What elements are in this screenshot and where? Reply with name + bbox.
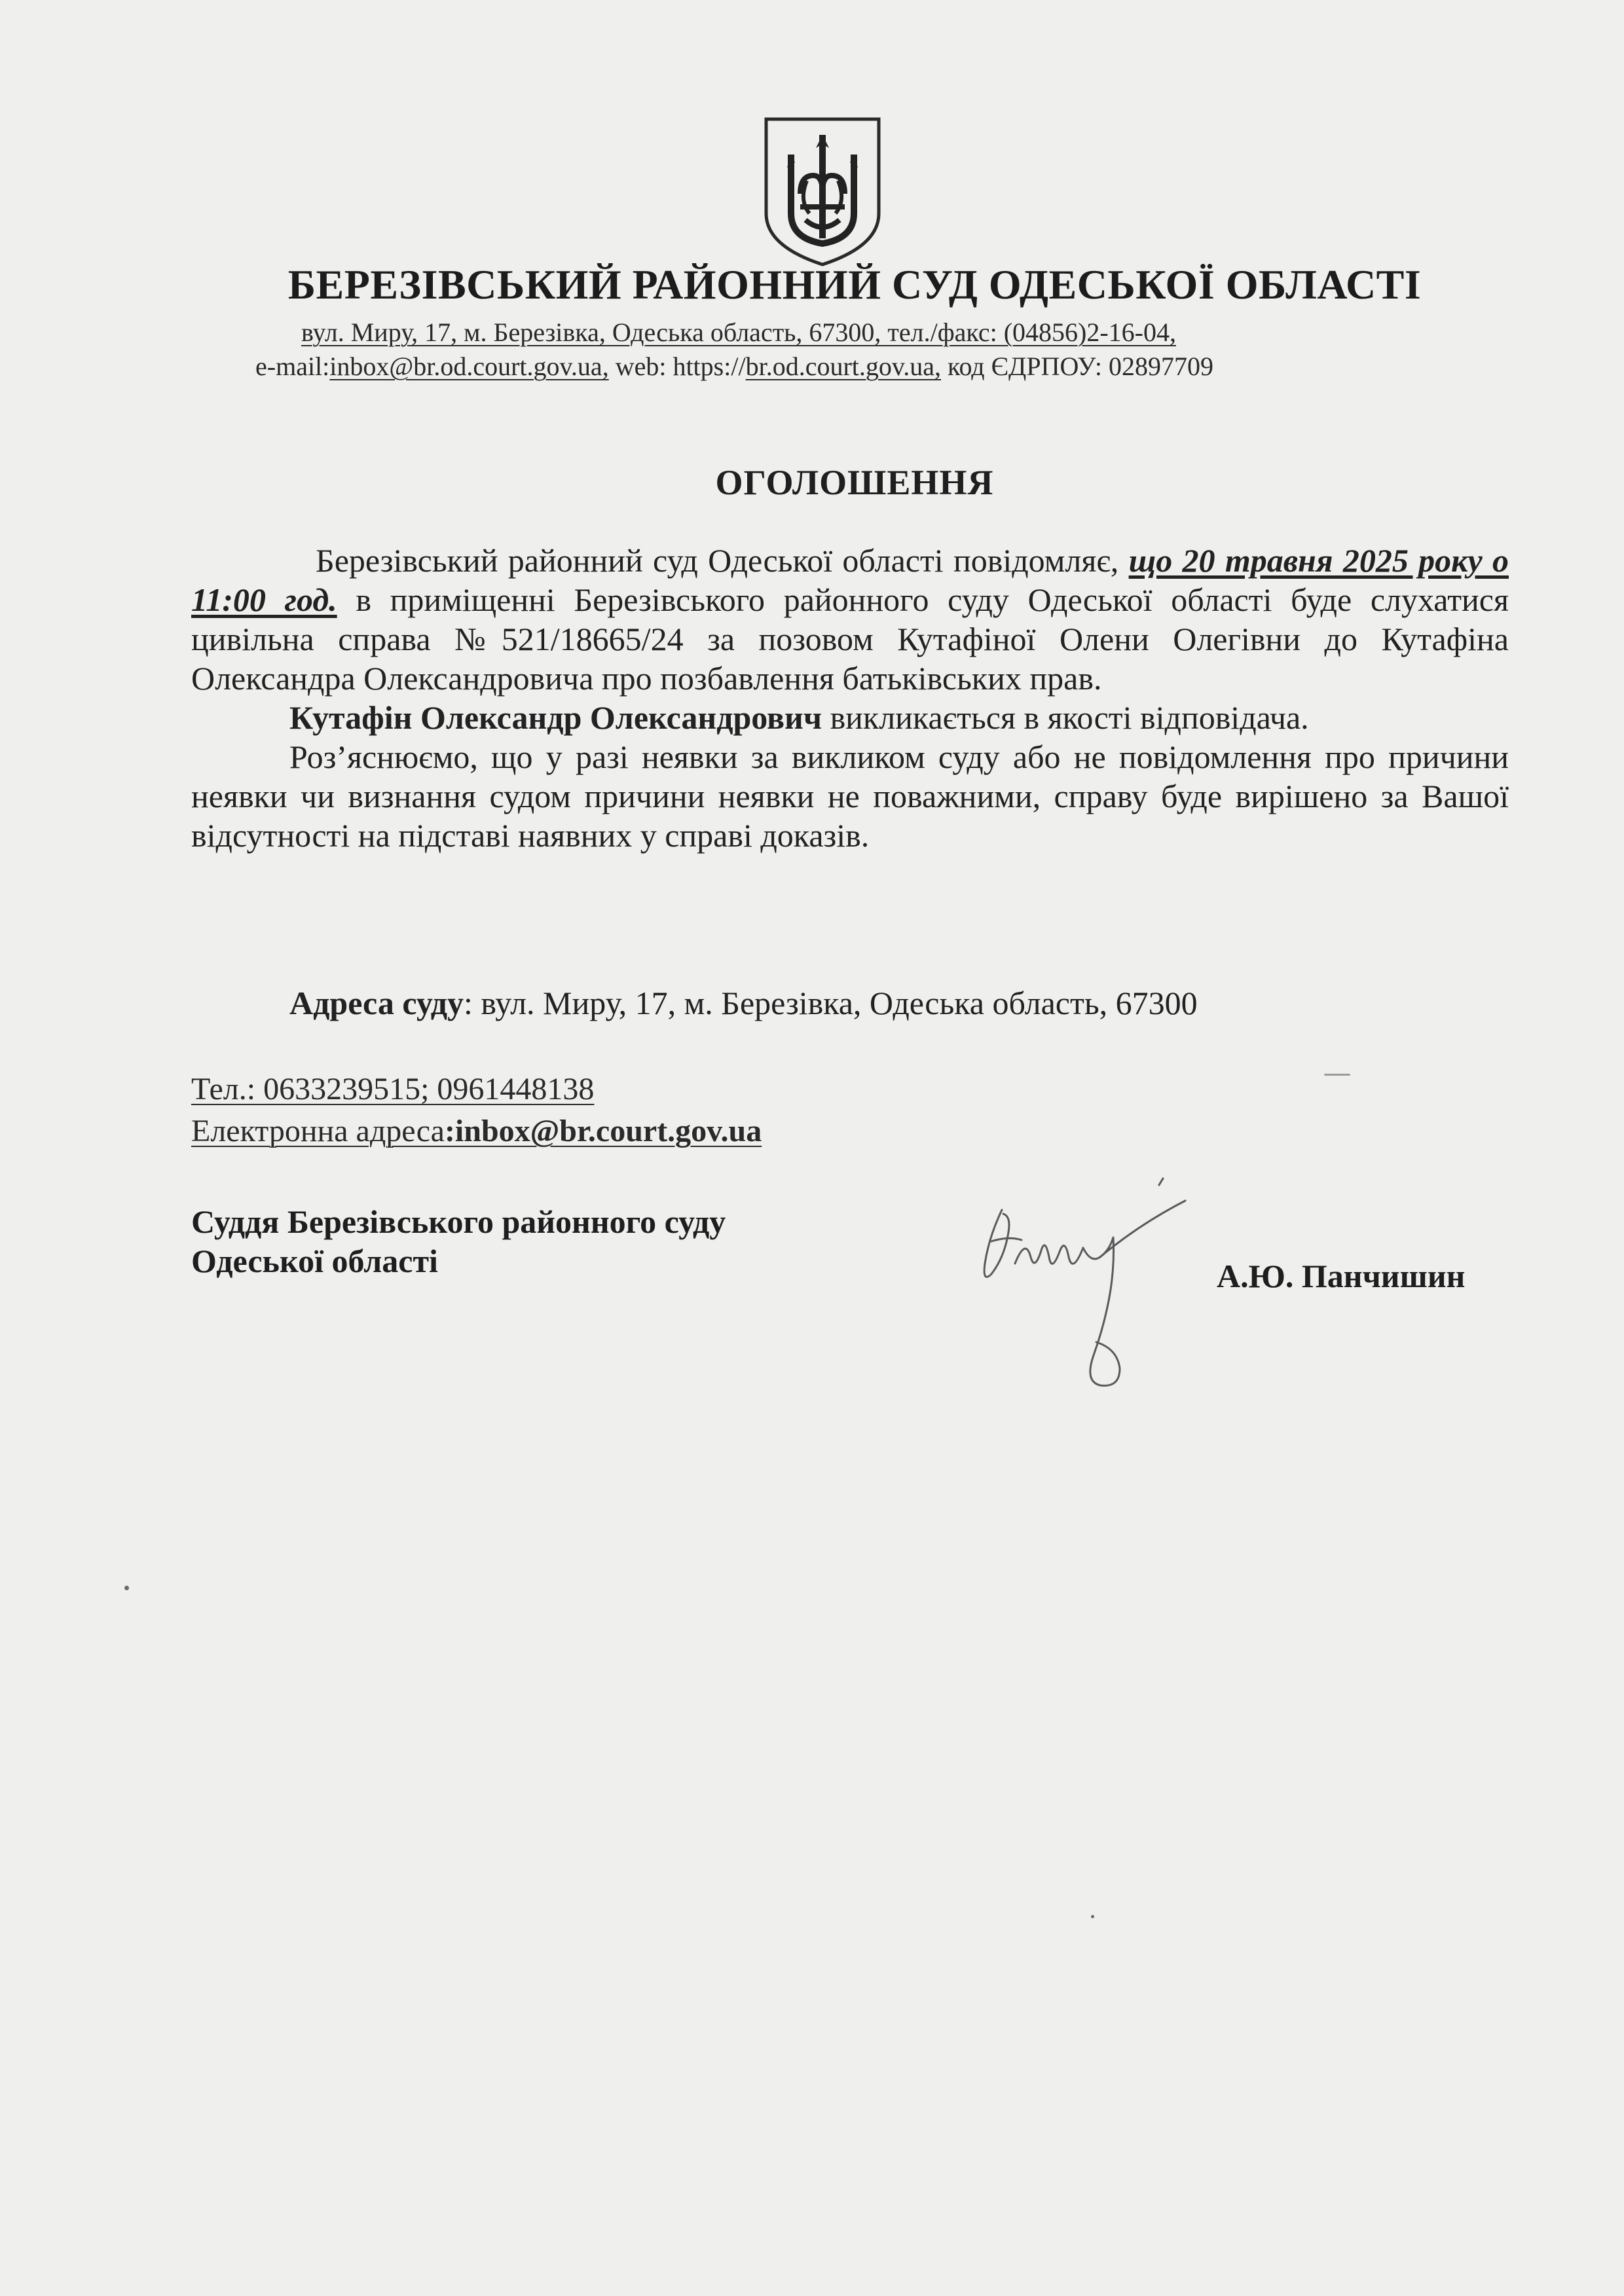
- notice-paragraph-explanation: Роз’яснюємо, що у разі неявки за викликом суду або не повідомлення про причини неявки чи визнання судом причини неявки не поважними, справу буде вирішено за Вашої відсутності на підставі наявних у справі доказів.: [191, 738, 1509, 854]
- judge-position-line-1: Суддя Березівського районного суду: [191, 1203, 726, 1240]
- notice-paragraph-hearing: [191, 541, 1509, 698]
- court-address-line: вул. Миру, 17, м. Березівка, Одеська область, 67300, тел./факс: (04856)2-16-04,: [301, 318, 1176, 347]
- notice-body: [191, 541, 1509, 855]
- court-contact-line: [255, 351, 1213, 382]
- court-name-heading: БЕРЕЗІВСЬКИЙ РАЙОННИЙ СУД ОДЕСЬКОЇ ОБЛАСТІ: [287, 261, 1422, 308]
- judge-name: А.Ю. Панчишин: [1217, 1258, 1466, 1294]
- scan-speck: [124, 1586, 129, 1590]
- court-address-block: [289, 984, 1198, 1022]
- scan-speck: [1091, 1915, 1094, 1918]
- hearing-intro: Березівський районний суд Одеської області повідомляє,: [316, 542, 1129, 579]
- court-address-label: Адреса суду: [289, 985, 464, 1021]
- hearing-details: в приміщенні Березівського районного суду Одеської області буде слухатися цивільна справа №521/18665/24 за позовом Кутафіної Олени Олегівни до Кутафіна Олександра Олександровича про позбавлення батьківських прав.: [191, 581, 1509, 697]
- edrpou-code: код ЄДРПОУ: 02897709: [941, 352, 1214, 381]
- defendant-name: Кутафін Олександр Олександрович: [289, 699, 822, 736]
- court-email-link[interactable]: inbox@br.od.court.gov.ua,: [329, 352, 609, 381]
- court-address-value: : вул. Миру, 17, м. Березівка, Одеська область, 67300: [464, 985, 1198, 1021]
- notice-title: ОГОЛОШЕННЯ: [715, 463, 994, 502]
- phone-numbers: Тел.: 0633239515; 0961448138: [191, 1072, 595, 1106]
- notice-paragraph-summons: [191, 698, 1509, 737]
- email-contact[interactable]: [191, 1113, 762, 1149]
- summons-text: викликається в якості відповідача.: [822, 699, 1309, 736]
- email-label: Електронна адреса: [191, 1114, 445, 1148]
- email-prefix: e-mail:: [255, 352, 330, 381]
- scan-mark: [1324, 1074, 1350, 1076]
- hearing-date: що 20 травня 2025 року о 11:00 год.: [191, 542, 1509, 618]
- web-prefix: web: https://: [608, 352, 746, 381]
- email-value[interactable]: :inbox@br.court.gov.ua: [444, 1114, 762, 1148]
- coat-of-arms-icon: [761, 115, 884, 268]
- judge-position-line-2: Одеської області: [191, 1243, 438, 1279]
- judge-position: [191, 1202, 726, 1281]
- court-website-link[interactable]: br.od.court.gov.ua,: [745, 352, 942, 381]
- handwritten-signature: [963, 1159, 1198, 1408]
